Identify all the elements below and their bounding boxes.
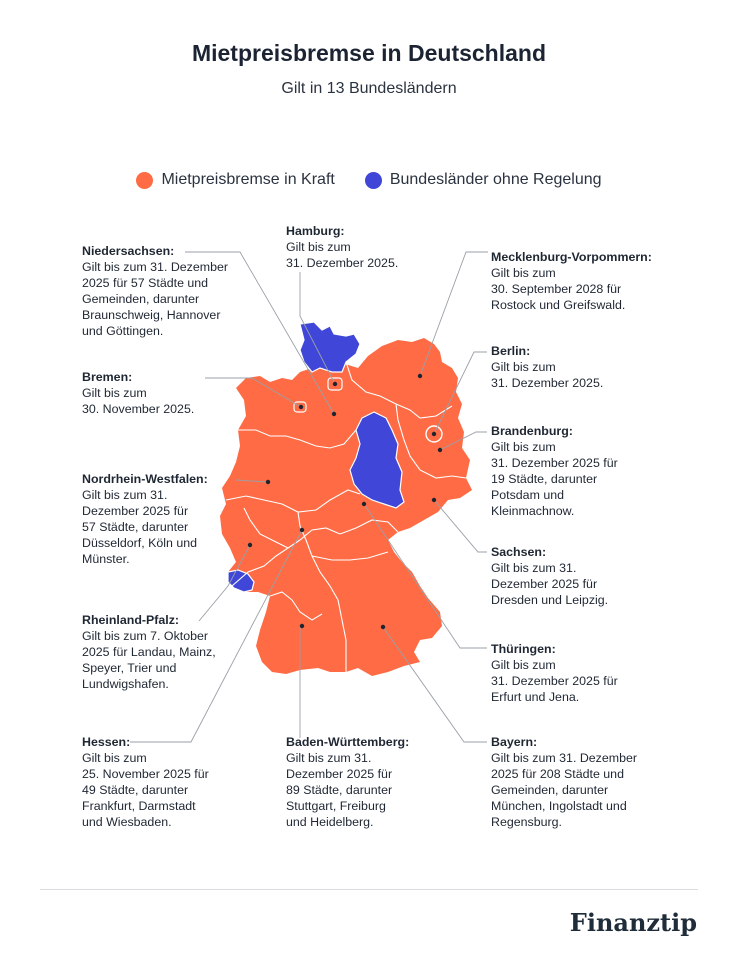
label-brandenburg-text: Gilt bis zum 31. Dezember 2025 für 19 Städte, darunter Potsdam und Kleinmachnow.: [491, 440, 618, 518]
dot-berlin: [432, 432, 436, 436]
dot-sachsen-anhalt: [362, 502, 366, 506]
germany-outline: [220, 338, 472, 676]
label-mecklenburg: [491, 249, 652, 313]
label-niedersachsen: [82, 243, 228, 339]
label-hessen-name: Hessen:: [82, 735, 131, 749]
label-niedersachsen-text: Gilt bis zum 31. Dezember 2025 für 57 Städte und Gemeinden, darunter Braunschweig, Hannover und Göttingen.: [82, 260, 228, 338]
label-mecklenburg-name: Mecklenburg-Vorpommern:: [491, 250, 652, 264]
dot-bw: [300, 624, 304, 628]
dot-rlp: [248, 543, 252, 547]
dot-nrw: [266, 480, 270, 484]
label-nrw-name: Nordrhein-Westfalen:: [82, 472, 208, 486]
dot-bayern: [381, 625, 385, 629]
label-hessen-text: Gilt bis zum 25. November 2025 für 49 Städte, darunter Frankfurt, Darmstadt und Wiesbaden.: [82, 751, 209, 829]
leader-sachsen: [434, 500, 487, 552]
label-hamburg-name: Hamburg:: [286, 224, 345, 238]
label-thueringen-name: Thüringen:: [491, 642, 556, 656]
label-rlp: [82, 612, 216, 692]
dot-brandenburg: [438, 448, 442, 452]
label-hamburg-text: Gilt bis zum 31. Dezember 2025.: [286, 240, 399, 270]
state-schleswig-holstein: [300, 322, 360, 372]
dot-hamburg: [333, 382, 337, 386]
label-bw-name: Baden-Württemberg:: [286, 735, 410, 749]
page-subtitle: Gilt in 13 Bundesländern: [281, 80, 457, 97]
label-sachsen-text: Gilt bis zum 31. Dezember 2025 für Dresden und Leipzig.: [491, 561, 609, 607]
label-hamburg: [286, 223, 398, 271]
dot-niedersachsen: [332, 412, 336, 416]
dot-mecklenburg: [418, 374, 422, 378]
label-berlin-name: Berlin:: [491, 344, 531, 358]
label-bayern: [491, 734, 637, 830]
label-brandenburg-name: Brandenburg:: [491, 424, 573, 438]
label-rlp-name: Rheinland-Pfalz:: [82, 613, 180, 627]
label-thueringen-text: Gilt bis zum 31. Dezember 2025 für Erfurt und Jena.: [491, 658, 618, 704]
label-berlin: [491, 343, 603, 391]
label-brandenburg: [491, 423, 618, 519]
label-sachsen: [491, 544, 608, 608]
label-thueringen: [491, 641, 618, 705]
legend-active-label: Mietpreisbremse in Kraft: [161, 171, 335, 188]
label-mecklenburg-text: Gilt bis zum 30. September 2028 für Rostock und Greifswald.: [491, 266, 626, 312]
dot-bremen: [299, 405, 303, 409]
label-nrw: [82, 471, 208, 567]
label-hessen: [82, 734, 209, 830]
label-bremen: [82, 369, 194, 417]
label-bayern-text: Gilt bis zum 31. Dezember 2025 für 208 Städte und Gemeinden, darunter München, Ingolstadt und Regensburg.: [491, 751, 637, 829]
dot-hessen: [300, 528, 304, 532]
label-bremen-text: Gilt bis zum 30. November 2025.: [82, 386, 195, 416]
dot-sachsen: [432, 498, 436, 502]
label-nrw-text: Gilt bis zum 31. Dezember 2025 für 57 Städte, darunter Düsseldorf, Köln und Münster.: [82, 488, 198, 566]
label-niedersachsen-name: Niedersachsen:: [82, 244, 175, 258]
label-berlin-text: Gilt bis zum 31. Dezember 2025.: [491, 360, 604, 390]
legend-none-label: Bundesländer ohne Regelung: [389, 171, 602, 188]
label-sachsen-name: Sachsen:: [491, 545, 547, 559]
brand-logo: Finanztip: [569, 908, 697, 937]
label-bw: [286, 734, 409, 830]
footer-divider: [40, 889, 698, 890]
label-bayern-name: Bayern:: [491, 735, 538, 749]
label-bremen-name: Bremen:: [82, 370, 133, 384]
label-bw-text: Gilt bis zum 31. Dezember 2025 für 89 Städte, darunter Stuttgart, Freiburg und Heidelberg.: [286, 751, 393, 829]
page-title: Mietpreisbremse in Deutschland: [191, 40, 547, 66]
label-rlp-text: Gilt bis zum 7. Oktober 2025 für Landau, Mainz, Speyer, Trier und Lundwigshafen.: [82, 629, 216, 691]
